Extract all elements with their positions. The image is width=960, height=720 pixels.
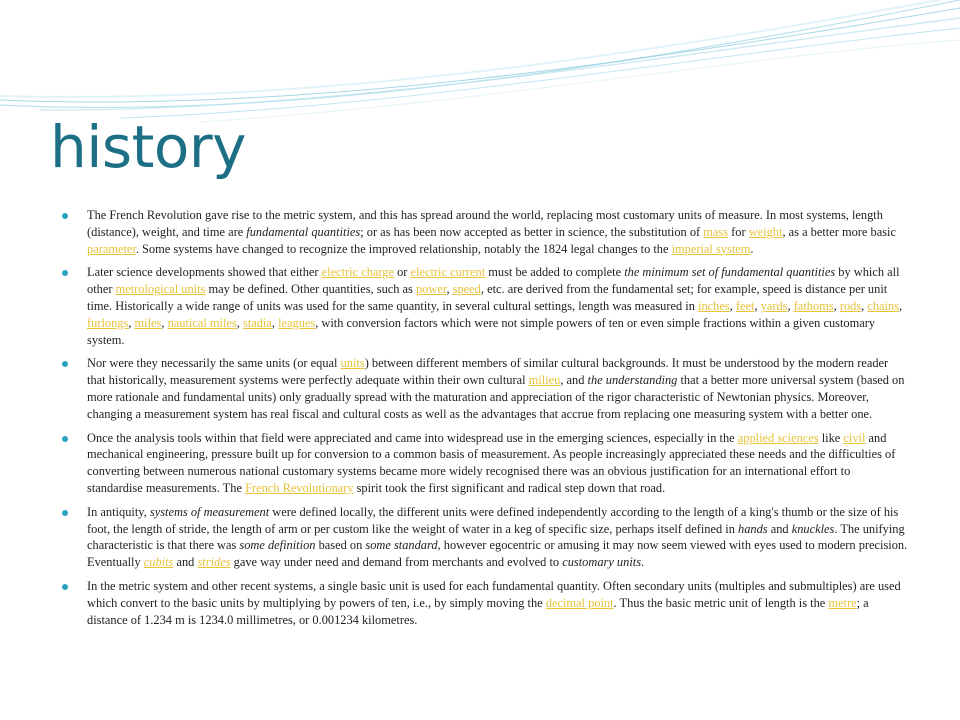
hyperlink[interactable]: furlongs xyxy=(87,315,129,330)
bullet-item xyxy=(62,355,908,422)
body-text: , xyxy=(787,298,794,313)
hyperlink[interactable]: milieu xyxy=(528,373,561,388)
bullet-dot-icon xyxy=(62,510,68,516)
body-text: may be defined. Other quantities, such as xyxy=(205,282,416,297)
hyperlink[interactable]: power xyxy=(415,282,447,297)
body-text: . The unifying characteristic is that there was xyxy=(87,521,905,553)
body-text: . xyxy=(641,555,645,570)
bullet-item xyxy=(62,504,908,571)
body-text: . Some systems have changed to recognize the improved relationship, notably the 1824 legal changes to the xyxy=(135,241,672,256)
body-text: and xyxy=(767,521,792,536)
body-text: , xyxy=(899,298,903,313)
body-text: , and xyxy=(560,373,588,388)
body-text: . xyxy=(750,241,754,256)
slide-title: history xyxy=(50,113,246,181)
hyperlink[interactable]: imperial system xyxy=(671,241,751,256)
body-text: , etc. are derived from the fundamental set; for example, speed is distance per unit time. Historically a wide range of units was used for the same quantity, in several cultural settings, length was measured in xyxy=(87,282,888,313)
emphasis-text: fundamental quantities xyxy=(246,224,361,239)
body-text: , xyxy=(729,298,736,313)
hyperlink[interactable]: civil xyxy=(843,430,866,445)
hyperlink[interactable]: mass xyxy=(703,224,729,239)
emphasis-text: some definition xyxy=(239,538,316,553)
hyperlink[interactable]: metrological units xyxy=(115,282,206,297)
body-text: that a better more universal system (based on more rationale and fundamental units) only gradually spread with the maturation and appreciation of the rigor characteristic of Newtonian physics. Moreover, changing a measurement system has real fiscal and cultural costs as well as the advantages that accrue from replacing one measuring system with a better one. xyxy=(87,373,905,421)
body-text: , however egocentric or amusing it may now seem viewed with eyes used to modern precision. Eventually xyxy=(87,538,908,570)
body-text: , as a better more basic xyxy=(782,224,896,239)
hyperlink[interactable]: applied sciences xyxy=(737,430,819,445)
body-text: based on xyxy=(315,538,366,553)
body-text: , xyxy=(833,298,840,313)
body-text: ; or as has been now accepted as better in science, the substitution of xyxy=(360,224,704,239)
hyperlink[interactable]: yards xyxy=(760,298,788,313)
hyperlink[interactable]: metre xyxy=(828,595,857,610)
body-text: and mechanical engineering, pressure built up for conversion to a common basis of measurement. As people increasingly appreciated these needs and the difficulties of converting between numerous national customary systems became more widely recognised there was an obvious justification for an international effort to standardise measurements. The xyxy=(87,430,896,495)
body-text: spirit took the first significant and radical step down that road. xyxy=(353,480,666,495)
body-text: for xyxy=(728,224,749,239)
hyperlink[interactable]: nautical miles xyxy=(167,315,237,330)
bullet-dot-icon xyxy=(62,584,68,590)
hyperlink[interactable]: rods xyxy=(839,298,862,313)
body-text: . Thus the basic metric unit of length is the xyxy=(613,595,829,610)
bullet-list xyxy=(62,207,908,635)
hyperlink[interactable]: cubits xyxy=(143,555,174,570)
body-text: , xyxy=(161,315,168,330)
emphasis-text: the understanding xyxy=(587,373,678,388)
bullet-item xyxy=(62,207,908,257)
body-text: must be added to complete xyxy=(485,265,625,280)
bullet-dot-icon xyxy=(62,213,68,219)
body-text: by which all other xyxy=(87,265,900,297)
body-text: and xyxy=(173,555,198,570)
body-text: ) between different members of similar cultural backgrounds. It must be understood by the modern reader that historically, measurement systems were perfectly adequate within their own cultural xyxy=(87,356,889,388)
body-text: The French Revolution gave rise to the metric system, and this has spread around the world, replacing most customary units of measure. In most systems, length (distance), weight, and time are xyxy=(87,208,883,239)
hyperlink[interactable]: French Revolutionary xyxy=(245,480,354,495)
hyperlink[interactable]: speed xyxy=(452,282,481,297)
hyperlink[interactable]: strides xyxy=(197,555,231,570)
hyperlink[interactable]: leagues xyxy=(278,315,316,330)
body-text: , xyxy=(446,282,453,297)
body-text: Once the analysis tools within that field were appreciated and came into widespread use in the emerging sciences, especially in the xyxy=(87,430,738,445)
hyperlink[interactable]: chains xyxy=(867,298,900,313)
body-text: gave way under need and demand from merchants and evolved to xyxy=(230,555,563,570)
bullet-dot-icon xyxy=(62,270,68,276)
hyperlink[interactable]: electric current xyxy=(410,265,486,280)
bullet-dot-icon xyxy=(62,361,68,367)
emphasis-text: some standard xyxy=(365,538,438,553)
body-text: or xyxy=(394,265,411,280)
hyperlink[interactable]: parameter xyxy=(87,241,136,256)
body-text: , xyxy=(754,298,761,313)
body-text: , with conversion factors which were not simple powers of ten or even simple fractions within a given customary system. xyxy=(87,315,876,347)
hyperlink[interactable]: decimal point xyxy=(545,595,614,610)
bullet-item xyxy=(62,264,908,348)
body-text: , xyxy=(236,315,243,330)
body-text: In the metric system and other recent systems, a single basic unit is used for each fundamental quantity. Often secondary units (multiples and submultiples) are used which convert to the basic units by multiplying by powers of ten, i.e., by simply moving the xyxy=(87,578,901,610)
emphasis-text: the minimum set of fundamental quantities xyxy=(624,265,836,280)
emphasis-text: systems of measurement xyxy=(149,504,270,519)
body-text: ; a distance of 1.234 m is 1234.0 millimetres, or 0.001234 kilometres. xyxy=(87,595,869,627)
hyperlink[interactable]: stadia xyxy=(242,315,272,330)
hyperlink[interactable]: units xyxy=(340,356,365,371)
hyperlink[interactable]: weight xyxy=(748,224,783,239)
bullet-item xyxy=(62,578,908,628)
hyperlink[interactable]: electric charge xyxy=(321,265,394,280)
body-text: In antiquity, xyxy=(87,504,150,519)
body-text: were defined locally, the different units were defined independently according to the length of a king's thumb or the size of his foot, the length of stride, the length of arm or per custom like the weight of water in a keg of specific size, perhaps itself defined in xyxy=(87,504,899,536)
body-text: Nor were they necessarily the same units (or equal xyxy=(87,356,341,371)
hyperlink[interactable]: inches xyxy=(698,298,730,313)
emphasis-text: customary units xyxy=(562,555,642,570)
bullet-item xyxy=(62,430,908,497)
hyperlink[interactable]: feet xyxy=(735,298,755,313)
emphasis-text: hands xyxy=(738,521,768,536)
body-text: , xyxy=(861,298,868,313)
hyperlink[interactable]: fathoms xyxy=(793,298,834,313)
bullet-dot-icon xyxy=(62,436,68,442)
body-text: Later science developments showed that either xyxy=(87,265,322,280)
body-text: like xyxy=(818,430,844,445)
emphasis-text: knuckles xyxy=(791,521,835,536)
body-text: , xyxy=(271,315,279,330)
hyperlink[interactable]: miles xyxy=(134,315,162,330)
body-text: , xyxy=(128,315,135,330)
